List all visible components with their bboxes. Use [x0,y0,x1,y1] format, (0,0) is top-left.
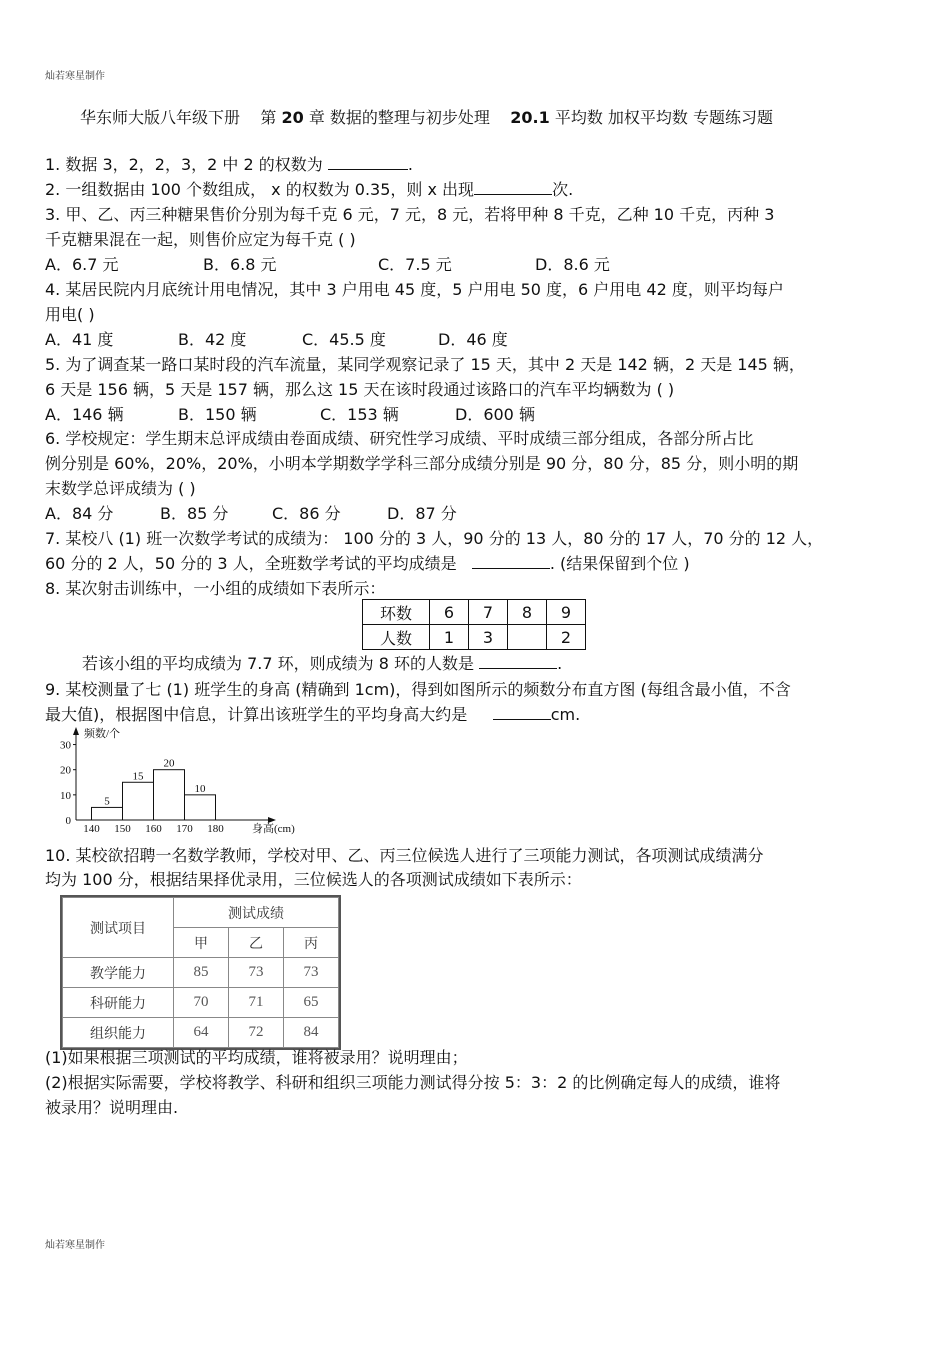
table-row [63,1018,339,1048]
question-4-line2: 用电( ) [45,305,95,324]
item-name: 科研能力 [63,988,174,1018]
question-3-line2: 千克糖果混在一起，则售价应定为每千克 ( ) [45,230,356,249]
question-9-line2: 最大值)，根据图中信息，计算出该班学生的平均身高大约是 cm. [45,705,581,724]
x-tick-label: 140 [83,823,100,835]
option-a: A．6.7 元 [45,255,119,274]
score-cell: 64 [174,1018,229,1048]
question-8-intro: 8. 某次射击训练中，一小组的成绩如下表所示： [45,579,386,598]
table-cell [508,625,547,650]
histogram-bar [154,770,185,820]
score-cell: 71 [229,988,284,1018]
question-10-line2: 均为 100 分，根据结果择优录用，三位候选人的各项测试成绩如下表所示： [45,870,582,889]
column-header: 测试项目 [63,898,174,958]
question-5-line1: 5. 为了调查某一路口某时段的汽车流量，某同学观察记录了 15 天，其中 2 天是 142 辆，2 天是 145 辆， [45,355,805,374]
y-tick-label: 30 [60,739,71,752]
answer-blank [328,155,408,170]
table-cell: 人数 [363,625,430,650]
question-7-line2: 60 分的 2 人，50 分的 3 人，全班数学考试的平均成绩是 . (结果保留到个位 ) [45,554,690,573]
y-axis-arrow [73,727,79,735]
x-tick-label: 170 [176,823,193,835]
option-d: D．87 分 [387,504,457,523]
page-header: 灿若寒星制作 [45,71,105,82]
candidate-score-table-frame [60,895,341,1050]
option-b: B．42 度 [178,330,247,349]
x-axis-label: 身高(cm) [252,823,295,835]
option-b: B．85 分 [160,504,229,523]
question-10-sub2-line2: 被录用？说明理由. [45,1098,179,1117]
question-2: 2. 一组数据由 100 个数组成， x 的权数为 0.35，则 x 出现 次. [45,180,574,199]
bar-value-label: 15 [132,770,144,783]
question-10-line1: 10. 某校欲招聘一名数学教师，学校对甲、乙、丙三位候选人进行了三项能力测试，各项测试成绩满分 [45,846,764,865]
table-cell: 6 [430,600,469,625]
histogram-bar [92,807,123,820]
score-cell: 65 [284,988,339,1018]
score-cell: 70 [174,988,229,1018]
table-row [63,898,339,928]
candidate-header: 甲 [174,928,229,958]
table-cell: 1 [430,625,469,650]
score-cell: 84 [284,1018,339,1048]
question-1: 1. 数据 3，2，2，3，2 中 2 的权数为 . [45,155,413,174]
table-cell: 7 [469,600,508,625]
option-a: A．84 分 [45,504,114,523]
score-cell: 72 [229,1018,284,1048]
question-6-line3: 末数学总评成绩为 ( ) [45,479,196,498]
histogram-bar [185,795,216,820]
option-c: C．86 分 [272,504,341,523]
score-cell: 85 [174,958,229,988]
question-8-after: 若该小组的平均成绩为 7.7 环，则成绩为 8 环的人数是 . [82,654,563,673]
question-4-line1: 4. 某居民院内月底统计用电情况，其中 3 户用电 45 度，5 户用电 50 度，6 户用电 42 度，则平均每户 [45,280,784,299]
option-d: D．600 辆 [455,405,535,424]
answer-blank [472,554,550,569]
option-a: A．41 度 [45,330,114,349]
score-cell: 73 [229,958,284,988]
item-name: 教学能力 [63,958,174,988]
option-b: B．150 辆 [178,405,257,424]
question-10-sub2-line1: (2)根据实际需要，学校将教学、科研和组织三项能力测试得分按 5：3：2 的比例确定每人的成绩，谁将 [45,1073,781,1092]
table-cell: 环数 [363,600,430,625]
bar-value-label: 5 [104,795,110,808]
page-footer: 灿若寒星制作 [45,1240,105,1251]
height-histogram [40,725,300,837]
y-tick-label: 20 [60,764,71,777]
page-title: 华东师大版八年级下册 第 20 章 数据的整理与初步处理 20.1 平均数 加权平均数 专题练习题 [80,108,774,127]
option-a: A．146 辆 [45,405,124,424]
option-c: C．153 辆 [320,405,399,424]
question-6-line1: 6. 学校规定：学生期末总评成绩由卷面成绩、研究性学习成绩、平时成绩三部分组成，各部分所占比 [45,429,754,448]
x-tick-label: 180 [207,823,224,835]
bar-value-label: 10 [194,782,206,795]
option-d: D．46 度 [438,330,508,349]
answer-blank [493,705,551,720]
question-6-line2: 例分别是 60%，20%，20%，小明本学期数学学科三部分成绩分别是 90 分，80 分，85 分，则小明的期 [45,454,799,473]
bar-value-label: 20 [163,757,175,770]
score-cell: 73 [284,958,339,988]
candidate-header: 乙 [229,928,284,958]
table-row [63,988,339,1018]
y-axis-label: 频数/个 [84,728,121,740]
option-b: B．6.8 元 [203,255,277,274]
y-tick-label: 10 [60,789,71,802]
table-cell: 2 [547,625,586,650]
table-row [63,958,339,988]
x-tick-label: 150 [114,823,131,835]
y-tick-label: 0 [65,815,71,827]
shooting-score-table [362,599,586,650]
table-cell: 3 [469,625,508,650]
x-tick-label: 160 [145,823,162,835]
option-d: D．8.6 元 [535,255,610,274]
table-cell: 8 [508,600,547,625]
histogram-bar [123,782,154,820]
table-cell: 9 [547,600,586,625]
group-header: 测试成绩 [174,898,339,928]
item-name: 组织能力 [63,1018,174,1048]
option-c: C．7.5 元 [378,255,452,274]
question-7-line1: 7. 某校八 (1) 班一次数学考试的成绩为： 100 分的 3 人，90 分的 13 人，80 分的 17 人，70 分的 12 人， [45,529,824,548]
question-5-line2: 6 天是 156 辆，5 天是 157 辆，那么这 15 天在该时段通过该路口的汽车平均辆数为 ( ) [45,380,675,399]
question-10-sub1: (1)如果根据三项测试的平均成绩，谁将被录用？说明理由； [45,1048,468,1067]
question-9-line1: 9. 某校测量了七 (1) 班学生的身高 (精确到 1cm)，得到如图所示的频数分布直方图 (每组含最小值，不含 [45,680,791,699]
candidate-header: 丙 [284,928,339,958]
answer-blank [479,654,557,669]
table-row [363,625,586,650]
table-row [363,600,586,625]
answer-blank [474,180,552,195]
candidate-score-table [62,897,339,1048]
option-c: C．45.5 度 [302,330,386,349]
question-3-line1: 3. 甲、乙、丙三种糖果售价分别为每千克 6 元，7 元，8 元，若将甲种 8 千克，乙种 10 千克，丙种 3 [45,205,775,224]
